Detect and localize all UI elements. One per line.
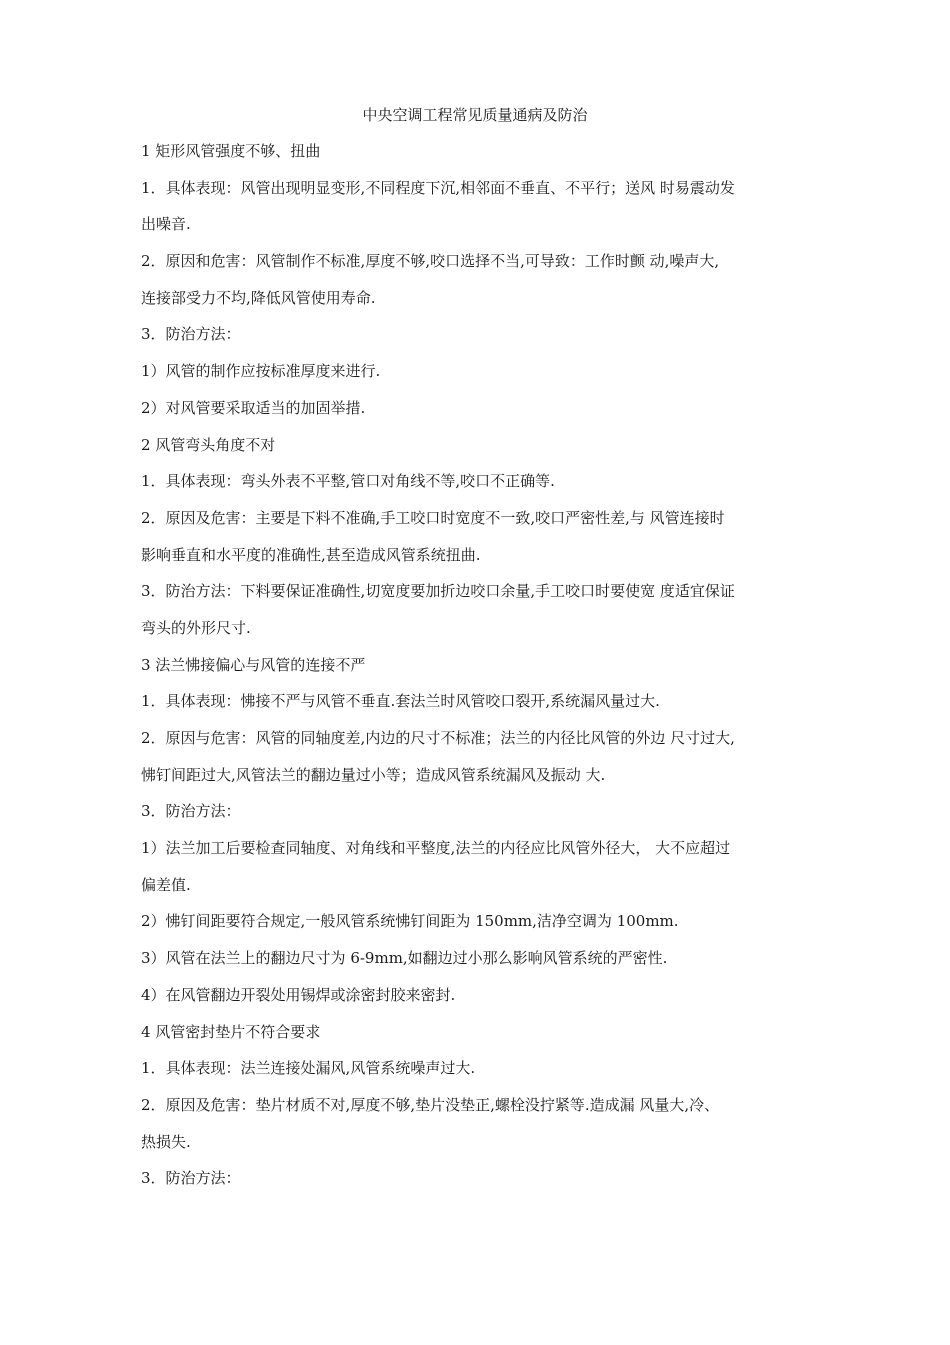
body-line: 影响垂直和水平度的准确性,甚至造成风管系统扭曲. [141,545,481,564]
body-line: 1）风管的制作应按标准厚度来进行. [141,362,381,381]
body-line: 2）怫钉间距要符合规定,一般风管系统怫钉间距为 150mm,洁净空调为 100mm. [141,912,679,931]
body-line: 3．防治方法： [141,1169,241,1188]
body-line: 3．防治方法： [141,802,241,821]
body-line: 4 风管密封垫片不符合要求 [141,1022,321,1041]
document-body [141,140,823,1204]
body-line: 偏差值. [141,875,191,894]
body-line: 3 法兰怫接偏心与风管的连接不严 [141,655,366,674]
body-line: 3）风管在法兰上的翻边尺寸为 6-9mm,如翻边过小那么影响风管系统的严密性. [141,949,668,968]
body-line: 连接部受力不均,降低风管使用寿命. [141,288,376,307]
body-line: 弯头的外形尺寸. [141,618,251,637]
body-line: 2．原因和危害：风管制作不标准,厚度不够,咬口选择不当,可导致：工作时颤 动,噪声大, [141,252,720,271]
document-title: 中央空调工程常见质量通病及防治 [362,106,588,124]
body-line: 2．原因及危害：垫片材质不对,厚度不够,垫片没垫正,螺栓没拧紧等.造成漏 风量大,冷、 [141,1095,720,1114]
body-line: 3．防治方法： [141,325,241,344]
body-line: 2 风管弯头角度不对 [141,435,276,454]
body-line: 出噪音. [141,215,191,234]
body-line: 2．原因及危害：主要是下料不准确,手工咬口时宽度不一致,咬口严密性差,与 风管连接时 [141,508,725,527]
body-line: 4）在风管翻边开裂处用锡焊或涂密封胶来密封. [141,985,456,1004]
body-line: 1）法兰加工后要检查同轴度、对角线和平整度,法兰的内径应比风管外径大， 大不应超过 [141,839,731,858]
body-line: 1．具体表现：法兰连接处漏风,风管系统噪声过大. [141,1059,476,1078]
body-line: 1．具体表现：风管出现明显变形,不同程度下沉,相邻面不垂直、不平行；送风 时易震动发 [141,178,735,197]
body-line: 3．防治方法：下料要保证准确性,切宽度要加折边咬口余量,手工咬口时要使宽 度适宜保证 [141,582,735,601]
body-line: 1．具体表现：弯头外表不平整,管口对角线不等,咬口不正确等. [141,472,555,491]
body-line: 2．原因与危害：风管的同轴度差,内边的尺寸不标准；法兰的内径比风管的外边 尺寸过大, [141,729,735,747]
body-line: 2）对风管要采取适当的加固举措. [141,398,366,417]
body-line: 热损失. [141,1132,191,1151]
body-line: 怫钉间距过大,风管法兰的翻边量过小等；造成风管系统漏风及振动 大. [141,765,606,784]
body-line: 1．具体表现：怫接不严与风管不垂直.套法兰时风管咬口裂开,系统漏风量过大. [141,692,660,711]
body-line: 1 矩形风管强度不够、扭曲 [141,142,321,160]
